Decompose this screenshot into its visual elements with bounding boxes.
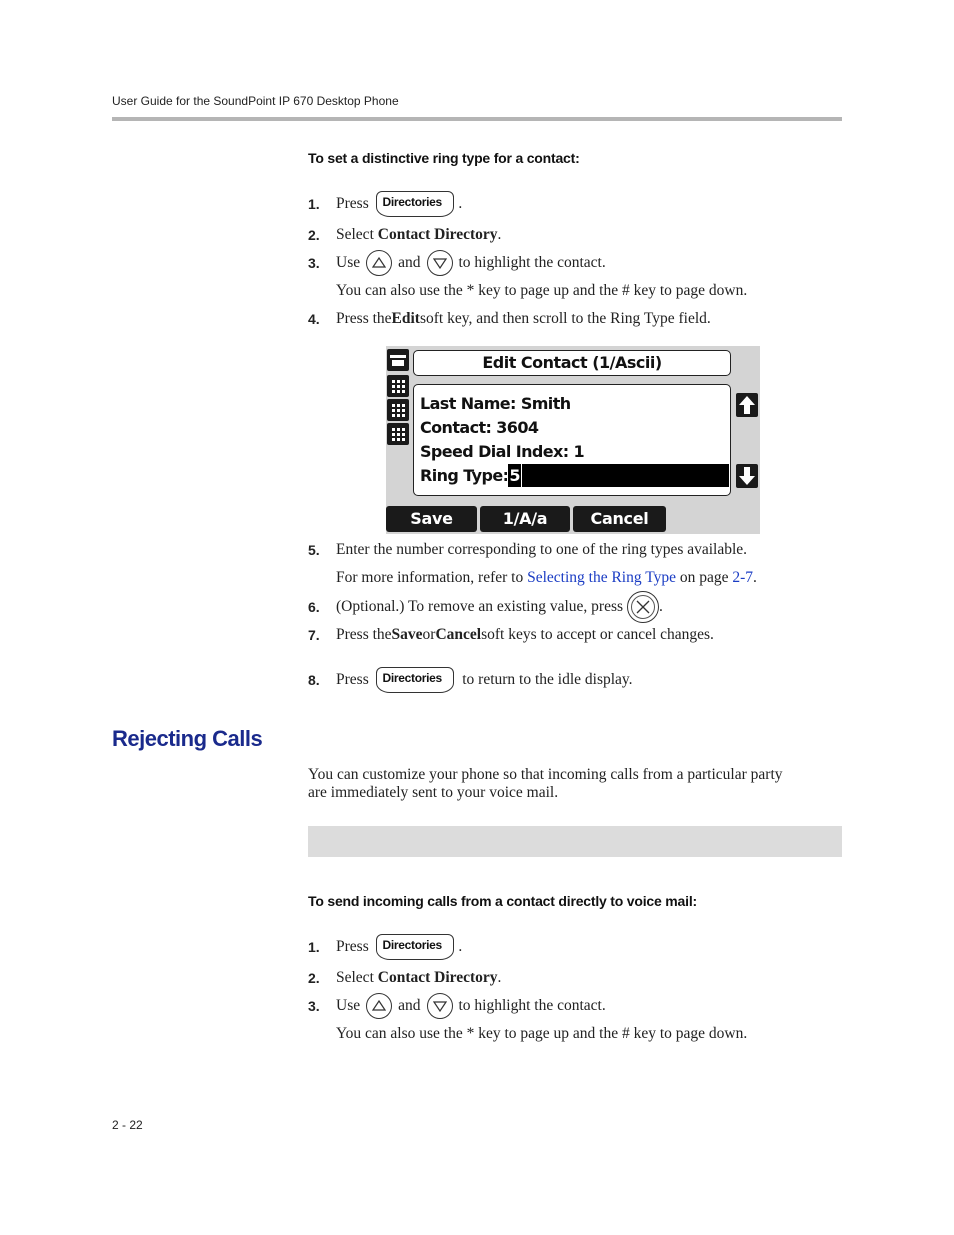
ring-type-value: 5 [509,466,520,485]
step-1 [308,936,462,958]
step-text: Press [336,671,369,688]
step-text: . [659,598,663,615]
ring-type-label: Ring Type: [417,464,508,487]
step-text: . [497,969,502,986]
step-3-note: You can also use the * key to page up and the # key to page down. [336,282,748,299]
step-text: Use [336,254,361,271]
step-number: 3. [308,998,320,1014]
cancel-softkey: Cancel [573,506,666,532]
step-text: and [398,997,421,1014]
step-text: to return to the idle display. [462,671,633,688]
line-key-icon [387,423,409,445]
line-key-icon [387,399,409,421]
step-text: Press the [336,626,392,643]
procedure-title-voice-mail: To send incoming calls from a contact directly to voice mail: [308,893,697,909]
step-text: soft keys to accept or cancel changes. [481,626,714,643]
note-text: For more information, refer to [336,569,528,586]
mode-softkey: 1/A/a [480,506,570,532]
step-number: 2. [308,970,320,986]
step-text: Press the [336,310,392,327]
contact-field: Contact: 3604 [420,418,539,437]
ring-type-field [417,464,727,487]
step-bold-text: Edit [391,310,420,327]
step-2 [308,224,501,246]
up-arrow-key-icon [366,993,392,1019]
step-bold-text: Contact Directory [377,226,498,243]
section-heading: Rejecting Calls [112,726,263,751]
step-number: 6. [308,599,320,615]
step-text: Select [336,969,374,986]
step-text: . [458,938,463,955]
edit-contact-screen [386,346,760,534]
scroll-up-icon [736,393,758,417]
up-arrow-key-icon [366,250,392,276]
directories-key-icon: Directories [376,667,454,693]
page-link[interactable]: 2-7 [732,569,754,586]
page-number: 2 - 22 [112,1118,143,1132]
step-number: 8. [308,672,320,688]
procedure-title-ring-type: To set a distinctive ring type for a contact: [308,150,580,166]
note-text: . [753,569,757,586]
step-number: 5. [308,542,320,558]
step-text: to highlight the contact. [458,254,606,271]
step-1 [308,193,462,215]
step-number: 1. [308,939,320,955]
step-number: 2. [308,227,320,243]
down-arrow-key-icon [427,250,453,276]
intro-line: You can customize your phone so that incoming calls from a particular party [308,766,783,783]
note-text: on page [675,569,733,586]
directories-key-icon: Directories [376,191,454,217]
running-header: User Guide for the SoundPoint IP 670 Desktop Phone [112,94,399,108]
save-softkey: Save [386,506,477,532]
scroll-down-icon [736,464,758,488]
step-text: Press [336,195,369,212]
delete-key-icon [627,591,659,623]
step-text: Select [336,226,374,243]
step-text: Press [336,938,369,955]
step-7 [308,624,714,646]
contact-fields-box [413,384,731,496]
ring-type-link[interactable]: Selecting the Ring Type [527,569,676,586]
step-6 [308,596,663,618]
step-5 [308,539,747,561]
step-number: 7. [308,627,320,643]
step-text: Enter the number corresponding to one of the ring types available. [336,541,748,558]
header-rule [112,117,842,121]
step-text: (Optional.) To remove an existing value, press [336,598,624,615]
step-text: and [398,254,421,271]
screen-title: Edit Contact (1/Ascii) [413,350,731,376]
directories-key-icon: Directories [376,934,454,960]
step-3 [308,995,606,1017]
step-bold-text: Contact Directory [377,969,498,986]
step-4 [308,308,711,330]
section-intro [308,766,843,802]
step-text: to highlight the contact. [458,997,606,1014]
step-3-note: You can also use the * key to page up and the # key to page down. [336,1025,748,1042]
step-text: Use [336,997,361,1014]
step-text: or [422,626,436,643]
step-bold-text: Save [391,626,423,643]
last-name-field: Last Name: Smith [420,394,571,413]
step-text: . [458,195,463,212]
softkey-bar [386,506,666,534]
intro-line: are immediately sent to your voice mail. [308,784,559,801]
down-arrow-key-icon [427,993,453,1019]
step-text: . [497,226,502,243]
step-5-note [336,569,757,587]
phone-handset-icon [387,349,409,371]
step-number: 3. [308,255,320,271]
step-number: 1. [308,196,320,212]
step-text: soft key, and then scroll to the Ring Type field. [419,310,711,327]
step-8 [308,669,633,691]
line-key-icon [387,375,409,397]
step-number: 4. [308,311,320,327]
step-3 [308,252,606,274]
step-2 [308,967,501,989]
step-bold-text: Cancel [435,626,482,643]
speed-dial-field: Speed Dial Index: 1 [420,442,584,461]
note-bar [308,826,842,857]
